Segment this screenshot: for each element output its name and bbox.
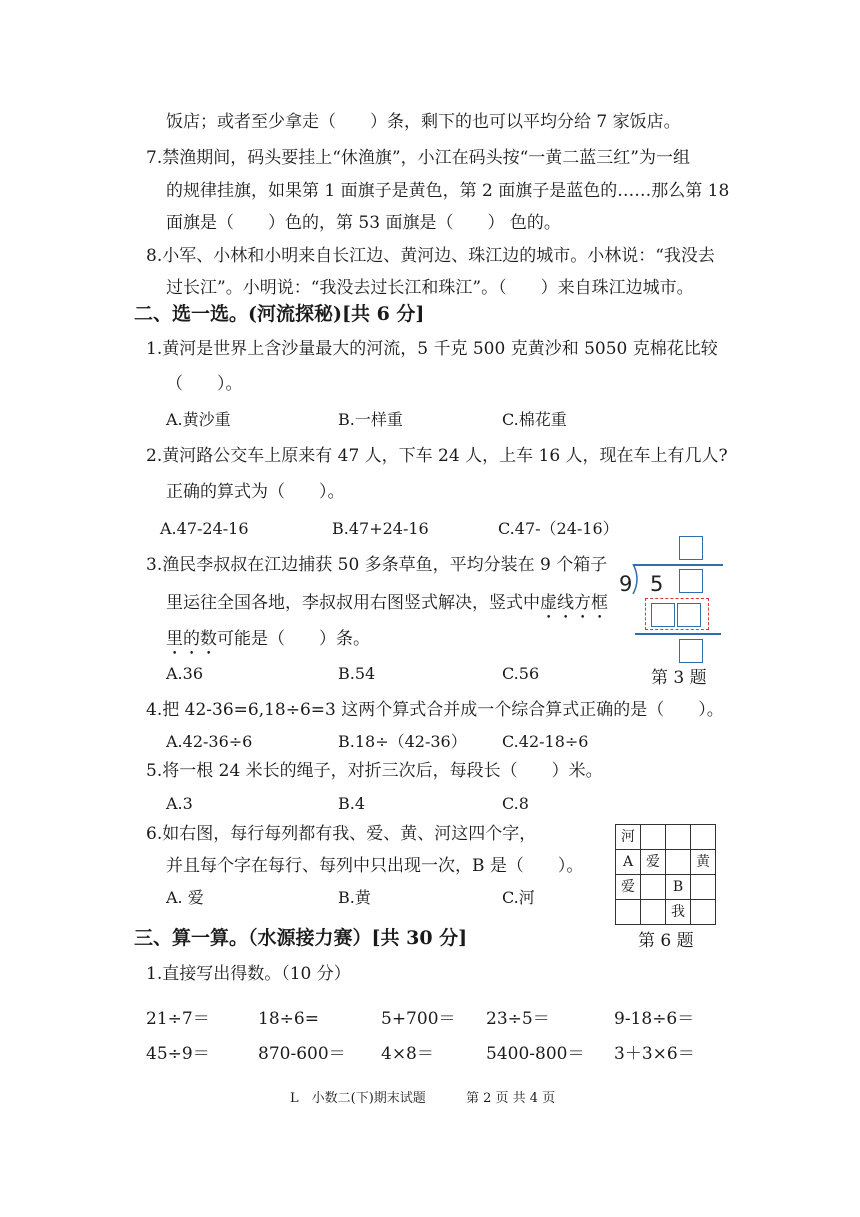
s2-q1-option-c: C.棉花重 (502, 410, 567, 429)
grid-cell: 黄 (691, 850, 716, 875)
q6-continued-line: 饭店；或者至少拿走（ ）条，剩下的也可以平均分给 7 家饭店。 (166, 112, 681, 132)
divisor-digit: 9 (619, 572, 633, 596)
s2-question-6-line-2: 并且每个字在每行、每列中只出现一次，B 是（ ）。 (166, 856, 584, 876)
s2-q5-option-a: A.3 (166, 794, 193, 813)
subtraction-line (635, 633, 721, 635)
calc-item: 4×8＝ (381, 1044, 434, 1064)
s2-question-2-line-2: 正确的算式为（ ）。 (166, 482, 345, 502)
q3-line3-text: 可能是（ ）条。 (217, 629, 370, 649)
grid-cell: 我 (666, 900, 691, 925)
grid-cell (691, 825, 716, 850)
calc-item: 3＋3×6＝ (614, 1044, 695, 1064)
grid-cell (641, 825, 666, 850)
s2-question-1-line-1: 1.黄河是世界上含沙量最大的河流，5 千克 500 克黄沙和 5050 克棉花比较 (146, 339, 718, 359)
s2-q4-option-b: B.18÷（42-36） (338, 732, 467, 751)
calc-item: 23÷5＝ (486, 1009, 550, 1029)
figure-3-long-division (612, 536, 722, 664)
s2-question-3-line-3 (166, 629, 370, 659)
question-8-line-2: 过长江”。小明说：“我没去过长江和珠江”。（ ）来自珠江边城市。 (166, 278, 694, 298)
s2-question-5: 5.将一根 24 米长的绳子，对折三次后，每段长（ ）米。 (146, 761, 603, 781)
grid-cell: B (666, 875, 691, 900)
calc-item: 18÷6= (258, 1009, 319, 1029)
grid-cell: A (616, 850, 641, 875)
footer-exam-title: L 小数二(下)期末试题 (290, 1091, 426, 1106)
s2-q1-option-a: A.黄沙重 (166, 410, 231, 429)
section-2-title: 二、选一选。(河流探秘)[共 6 分] (134, 303, 425, 325)
question-7-line-3: 面旗是（ ）色的，第 53 面旗是（ ） 色的。 (166, 213, 561, 233)
q3-emphasis-number: 里的数 (166, 629, 217, 649)
grid-row (616, 825, 716, 850)
remainder-box (679, 639, 703, 663)
s2-question-3-line-2 (166, 593, 608, 623)
s2-q4-option-a: A.42-36÷6 (166, 732, 253, 751)
s2-q6-option-b: B.黄 (338, 888, 371, 907)
figure-3-caption: 第 3 题 (651, 668, 707, 688)
s2-q3-option-c: C.56 (502, 664, 540, 683)
calc-item: 9-18÷6＝ (614, 1009, 695, 1029)
question-7-line-2: 的规律挂旗，如果第 1 面旗子是黄色，第 2 面旗子是蓝色的……那么第 18 (166, 181, 730, 201)
s2-q3-option-a: A.36 (166, 664, 203, 683)
s2-q4-option-c: C.42-18÷6 (502, 732, 589, 751)
s2-q2-option-a: A.47-24-16 (160, 519, 249, 538)
calc-item: 21÷7＝ (146, 1009, 210, 1029)
dividend-box (679, 569, 703, 593)
grid-cell: 爱 (616, 875, 641, 900)
s2-question-3-line-1: 3.渔民李叔叔在江边捕获 50 多条草鱼，平均分装在 9 个箱子 (146, 555, 608, 575)
s2-question-6-line-1: 6.如右图，每行每列都有我、爱、黄、河这四个字， (146, 824, 537, 844)
s2-question-4: 4.把 42-36=6,18÷6=3 这两个算式合并成一个综合算式正确的是（ ）。 (146, 700, 724, 720)
calc-item: 5400-800＝ (486, 1044, 585, 1064)
calc-item: 45÷9＝ (146, 1044, 210, 1064)
grid-cell (616, 900, 641, 925)
grid-row (616, 900, 716, 925)
grid-cell (666, 825, 691, 850)
figure-6-caption: 第 6 题 (638, 931, 694, 951)
question-8-line-1: 8.小军、小林和小明来自长江边、黄河边、珠江边的城市。小林说：“我没去 (146, 246, 715, 266)
question-7-line-1: 7.禁渔期间，码头要挂上“休渔旗”，小江在码头按“一黄二蓝三红”为一组 (146, 148, 690, 168)
calc-item: 5+700＝ (381, 1009, 456, 1029)
calc-item: 870-600＝ (258, 1044, 346, 1064)
q3-emphasis-dashed-box: 虚线方框 (540, 593, 608, 613)
section-3-title: 三、算一算。（水源接力赛）[共 30 分] (134, 927, 468, 949)
grid-cell (691, 900, 716, 925)
q3-line2-text: 里运往全国各地，李叔叔用右图竖式解决，竖式中 (166, 593, 540, 613)
s3-question-1: 1.直接写出得数。（10 分） (146, 964, 351, 984)
grid-cell (641, 875, 666, 900)
s2-q3-option-b: B.54 (338, 664, 376, 683)
grid-cell (666, 850, 691, 875)
footer-page-number: 第 2 页 共 4 页 (466, 1091, 556, 1106)
grid-row (616, 850, 716, 875)
division-bracket (632, 564, 642, 594)
s2-q5-option-c: C.8 (502, 794, 529, 813)
s2-q6-option-a: A. 爱 (166, 888, 204, 907)
s2-q1-option-b: B.一样重 (338, 410, 403, 429)
grid-cell (641, 900, 666, 925)
dividend-digit: 5 (650, 572, 664, 596)
quotient-box (679, 536, 703, 560)
figure-6-grid (615, 824, 716, 925)
grid-row (616, 875, 716, 900)
division-bar (633, 564, 723, 566)
product-box-tens (651, 603, 675, 627)
s2-question-1-line-2: （ ）。 (166, 374, 243, 394)
s2-q5-option-b: B.4 (338, 794, 366, 813)
product-box-ones (677, 603, 701, 627)
s2-question-2-line-1: 2.黄河路公交车上原来有 47 人，下车 24 人，上车 16 人，现在车上有几人? (146, 446, 728, 466)
s2-q2-option-c: C.47-（24-16） (498, 519, 619, 538)
grid-cell: 河 (616, 825, 641, 850)
s2-q2-option-b: B.47+24-16 (332, 519, 429, 538)
grid-cell (691, 875, 716, 900)
grid-cell: 爱 (641, 850, 666, 875)
s2-q6-option-c: C.河 (502, 888, 535, 907)
